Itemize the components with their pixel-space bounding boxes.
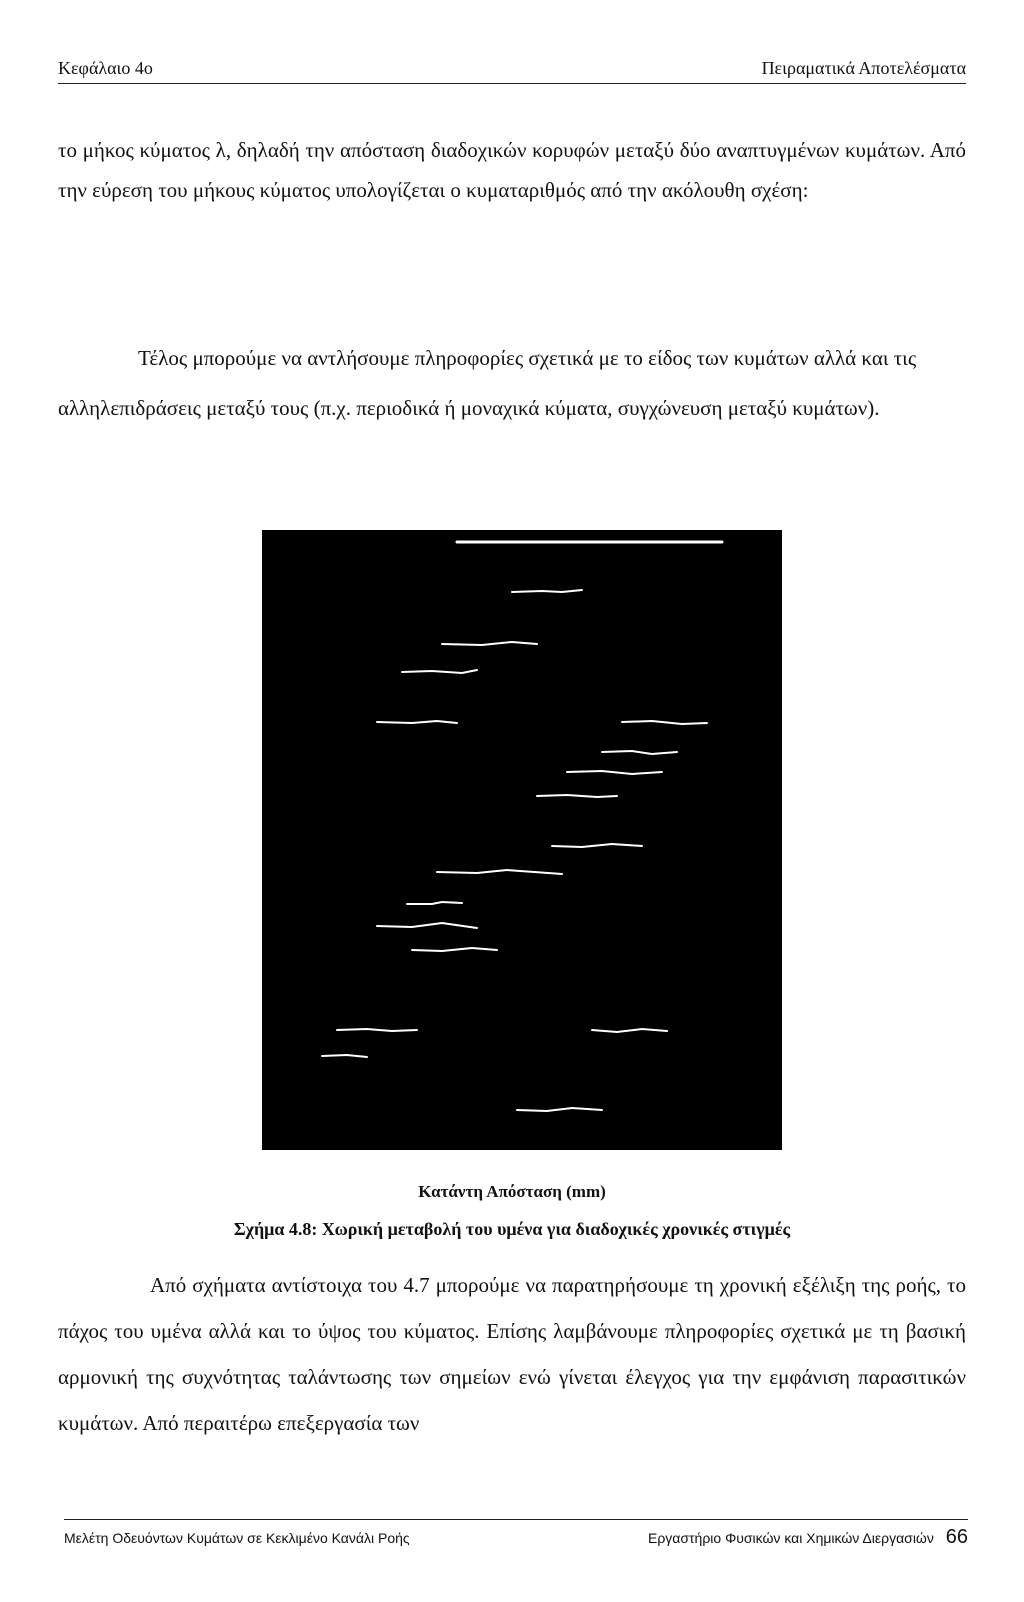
footer-title: Μελέτη Οδευόντων Κυμάτων σε Κεκλιμένο Κανάλι Ροής: [64, 1530, 410, 1546]
paragraph-wave-types: Τέλος μπορούμε να αντλήσουμε πληροφορίες σχετικά με το είδος των κυμάτων αλλά και τις αλληλεπιδράσεις μεταξύ τους (π.χ. περιοδικά ή μοναχικά κύματα, συγχώνευση μεταξύ κυμάτων).: [58, 346, 917, 420]
figure-film-traces: [262, 530, 782, 1150]
chapter-title: Κεφάλαιο 4ο: [58, 58, 153, 78]
paragraph-wavelength: το μήκος κύματος λ, δηλαδή την απόσταση διαδοχικών κορυφών μεταξύ δύο αναπτυγμένων κυμάτων. Από την εύρεση του μήκους κύματος υπολογίζεται ο κυματαριθμός από την ακόλουθη σχέση:: [58, 138, 966, 202]
figure-x-axis-label: Κατάντη Απόσταση (mm): [418, 1182, 606, 1201]
page-number: 66: [945, 1526, 968, 1548]
paragraph-evolution: Από σχήματα αντίστοιχα του 4.7 μπορούμε να παρατηρήσουμε τη χρονική εξέλιξη της ροής, το πάχος του υμένα αλλά και το ύψος του κύματος. Επίσης λαμβάνουμε πληροφορίες σχετικά με τη βασική αρμονική της συχνότητας ταλάντωσης των σημείων ενώ γίνεται έλεγχος για την εμφάνιση παρασιτικών κυμάτων. Από περαιτέρω επεξεργασία των: [58, 1273, 966, 1435]
footer-lab: Εργαστήριο Φυσικών και Χημικών Διεργασιών: [647, 1530, 934, 1546]
trace-plot: [262, 530, 782, 1150]
section-title: Πειραματικά Αποτελέσματα: [761, 58, 966, 78]
page-header: [58, 58, 966, 84]
page-footer: [64, 1519, 968, 1549]
figure-caption: Σχήμα 4.8: Χωρική μεταβολή του υμένα για διαδοχικές χρονικές στιγμές: [233, 1219, 791, 1239]
